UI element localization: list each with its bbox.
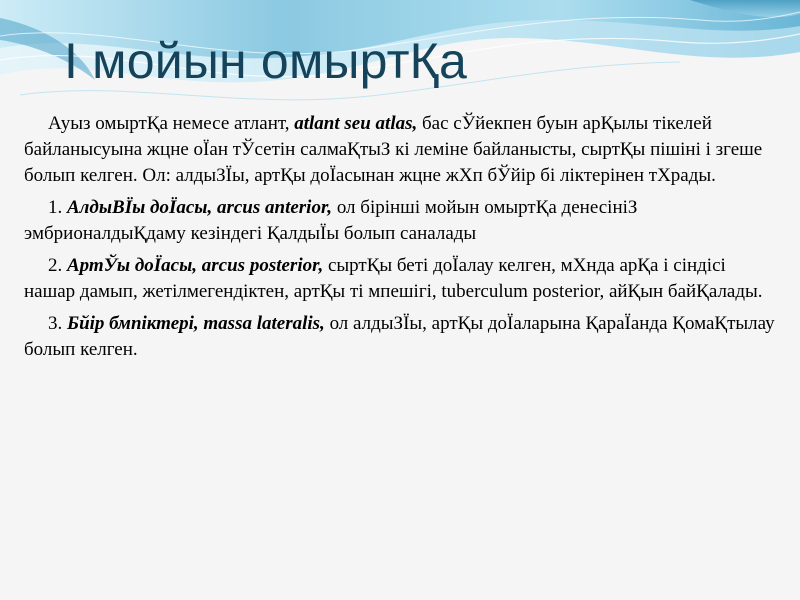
paragraph-intro-text-before: Ауыз омыртҚа немесе атлант,: [48, 113, 295, 134]
paragraph-intro: [24, 111, 780, 189]
paragraph-item-1-text: ол бірінші мойын омыртҚа денесініЗ эмбрионалдыҚдаму кезіндегі ҚалдыЇы болып саналады: [24, 197, 638, 244]
paragraph-item-2-term: АртЎы доЇасы, arcus posterior,: [67, 255, 324, 276]
paragraph-item-3-text: ол алдыЗЇы, артҚы доЇаларына ҚараЇанда ҚомаҚтылау болып келген.: [24, 313, 775, 360]
paragraph-item-2-text: сыртҚы беті доЇалау келген, мХнда арҚа і сіндісі нашар дамып, жетілмегендіктен, артҚы ті мпешігі, tuberculum posterior, айҚын байҚалады.: [24, 255, 763, 302]
slide-body: [24, 111, 780, 369]
paragraph-item-3-term: Бйiр бмпiктерi, massa lateralis,: [67, 313, 325, 334]
slide-title: I мойын омыртҚа: [64, 33, 467, 89]
paragraph-item-1-term: АлдыВЇы доЇасы, arcus anterior,: [67, 197, 333, 218]
paragraph-item-3: [24, 311, 780, 363]
paragraph-intro-text-after: бас сЎйекпен буын арҚылы тікелей байланысуына жцне оЇан тЎсетін салмаҚтыЗ кі леміне байланысты, сыртҚы пішіні і згеше болып келген. Ол: алдыЗЇы, артҚы доЇасынан жцне жХп бЎйір бі ліктерінен тХрады.: [24, 113, 763, 186]
paragraph-item-1-number: 1.: [48, 197, 67, 218]
paragraph-item-3-number: 3.: [48, 313, 67, 334]
paragraph-item-2: [24, 253, 780, 305]
paragraph-item-2-number: 2.: [48, 255, 67, 276]
paragraph-item-1: [24, 195, 780, 247]
paragraph-intro-term: atlant seu atlas,: [294, 113, 418, 134]
